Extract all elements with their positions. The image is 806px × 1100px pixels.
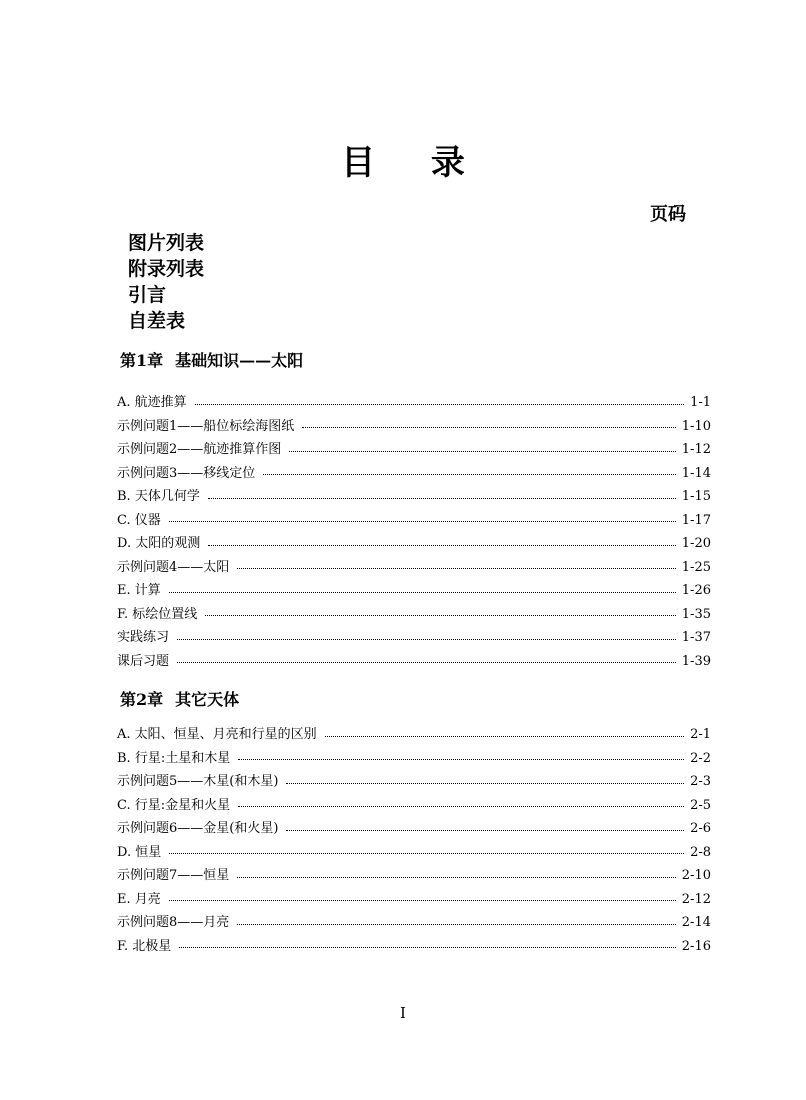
toc-entry[interactable] <box>117 935 711 959</box>
toc-entry[interactable] <box>117 485 711 509</box>
toc-entry[interactable] <box>117 391 711 415</box>
dot-leader <box>237 924 676 925</box>
front-matter-item[interactable]: 附录列表 <box>128 258 205 280</box>
dot-leader <box>169 900 676 901</box>
dot-leader <box>195 404 684 405</box>
toc-entry-title: C. 仪器 <box>117 512 161 528</box>
toc-entry-page: 1-25 <box>681 559 711 575</box>
toc-entry-title: D. 太阳的观测 <box>117 536 201 551</box>
toc-entry-title: C. 行星:金星和火星 <box>117 797 231 813</box>
dot-leader <box>208 498 676 499</box>
toc-entry-title: E. 计算 <box>117 583 161 598</box>
dot-leader <box>169 853 684 854</box>
toc-entry[interactable] <box>117 438 711 462</box>
front-matter-list <box>128 230 204 334</box>
toc-entry-page: 1-39 <box>681 653 711 669</box>
toc-entry[interactable] <box>117 650 711 674</box>
front-matter-item[interactable]: 引言 <box>128 284 167 306</box>
dot-leader <box>238 759 684 760</box>
page-title: 目 录 <box>341 143 487 183</box>
toc-entry-title: F. 北极星 <box>117 938 172 954</box>
toc-entry-page: 2-1 <box>690 727 711 742</box>
toc-entry[interactable] <box>117 864 711 888</box>
toc-entry-title: F. 标绘位置线 <box>117 606 198 622</box>
toc-entry-page: 2-5 <box>690 797 711 813</box>
dot-leader <box>263 474 676 475</box>
chapter-number: 第1章 <box>120 351 164 370</box>
toc-entry-title: 示例问题3——移线定位 <box>117 465 256 481</box>
toc-entry-page: 1-12 <box>681 442 711 457</box>
toc-entry-page: 2-6 <box>690 821 711 836</box>
toc-entry-title: 课后习题 <box>117 653 170 669</box>
toc-entry-title: D. 恒星 <box>117 844 162 860</box>
toc-entry-page: 2-12 <box>681 891 711 907</box>
dot-leader <box>177 639 676 640</box>
page-number-column-label: 页码 <box>650 204 686 225</box>
toc-entry[interactable] <box>117 415 711 439</box>
toc-entry[interactable] <box>117 911 711 935</box>
toc-entry-title: 示例问题1——船位标绘海图纸 <box>117 418 295 434</box>
dot-leader <box>325 736 684 737</box>
dot-leader <box>169 521 676 522</box>
toc-entry-page: 1-26 <box>681 583 711 598</box>
toc-entry[interactable] <box>117 723 711 747</box>
chapter-heading-1[interactable] <box>120 350 303 372</box>
dot-leader <box>289 451 676 452</box>
toc-entry[interactable] <box>117 794 711 818</box>
dot-leader <box>205 615 676 616</box>
chapter-title: 基础知识——太阳 <box>175 351 304 370</box>
toc-entry-page: 2-14 <box>681 915 711 930</box>
toc-entry-title: A. 太阳、恒星、月亮和行星的区别 <box>117 727 317 742</box>
toc-entry-page: 2-3 <box>690 774 711 789</box>
dot-leader <box>286 830 684 831</box>
toc-entry[interactable] <box>117 509 711 533</box>
dot-leader <box>179 947 676 948</box>
front-matter-item[interactable]: 图片列表 <box>128 232 205 254</box>
toc-entry-page: 1-1 <box>690 395 711 410</box>
toc-entry-page: 1-10 <box>681 418 711 434</box>
page-folio: I <box>400 1004 406 1022</box>
toc-entry-page: 1-35 <box>681 606 711 622</box>
toc-entry[interactable] <box>117 888 711 912</box>
toc-entry-page: 2-8 <box>690 844 711 860</box>
toc-entry-title: 示例问题5——木星(和木星) <box>117 774 279 789</box>
toc-entry[interactable] <box>117 603 711 627</box>
dot-leader <box>237 877 676 878</box>
toc-entry[interactable] <box>117 532 711 556</box>
toc-entry-title: 示例问题6——金星(和火星) <box>117 821 279 836</box>
toc-list-chapter-2 <box>117 723 711 958</box>
toc-entry[interactable] <box>117 462 711 486</box>
toc-entry-title: 示例问题4——太阳 <box>117 559 230 575</box>
toc-entry-page: 1-37 <box>681 630 711 645</box>
front-matter-item[interactable]: 自差表 <box>128 310 186 332</box>
toc-list-chapter-1 <box>117 391 711 673</box>
dot-leader <box>238 806 684 807</box>
toc-entry-title: 实践练习 <box>117 630 170 645</box>
toc-entry-title: A. 航迹推算 <box>117 395 187 410</box>
toc-entry-title: 示例问题2——航迹推算作图 <box>117 442 282 457</box>
chapter-title: 其它天体 <box>175 690 240 709</box>
toc-entry-page: 1-20 <box>681 536 711 551</box>
toc-entry[interactable] <box>117 626 711 650</box>
dot-leader <box>169 592 676 593</box>
toc-entry-title: B. 天体几何学 <box>117 489 200 504</box>
toc-entry-title: B. 行星:土星和木星 <box>117 750 231 766</box>
toc-entry-page: 1-15 <box>681 489 711 504</box>
dot-leader <box>286 783 684 784</box>
toc-entry-page: 1-14 <box>681 465 711 481</box>
dot-leader <box>237 568 676 569</box>
toc-entry[interactable] <box>117 841 711 865</box>
toc-entry-page: 1-17 <box>681 512 711 528</box>
chapter-number: 第2章 <box>120 690 164 709</box>
toc-entry[interactable] <box>117 817 711 841</box>
toc-entry[interactable] <box>117 556 711 580</box>
toc-entry[interactable] <box>117 747 711 771</box>
dot-leader <box>208 545 676 546</box>
toc-entry-title: E. 月亮 <box>117 891 161 907</box>
dot-leader <box>302 427 676 428</box>
toc-entry[interactable] <box>117 579 711 603</box>
toc-entry-title: 示例问题8——月亮 <box>117 915 230 930</box>
toc-entry-title: 示例问题7——恒星 <box>117 868 230 883</box>
dot-leader <box>177 662 676 663</box>
toc-entry-page: 2-16 <box>681 938 711 954</box>
toc-entry-page: 2-10 <box>681 868 711 883</box>
toc-entry[interactable] <box>117 770 711 794</box>
chapter-heading-2[interactable] <box>120 689 239 711</box>
toc-entry-page: 2-2 <box>690 750 711 766</box>
